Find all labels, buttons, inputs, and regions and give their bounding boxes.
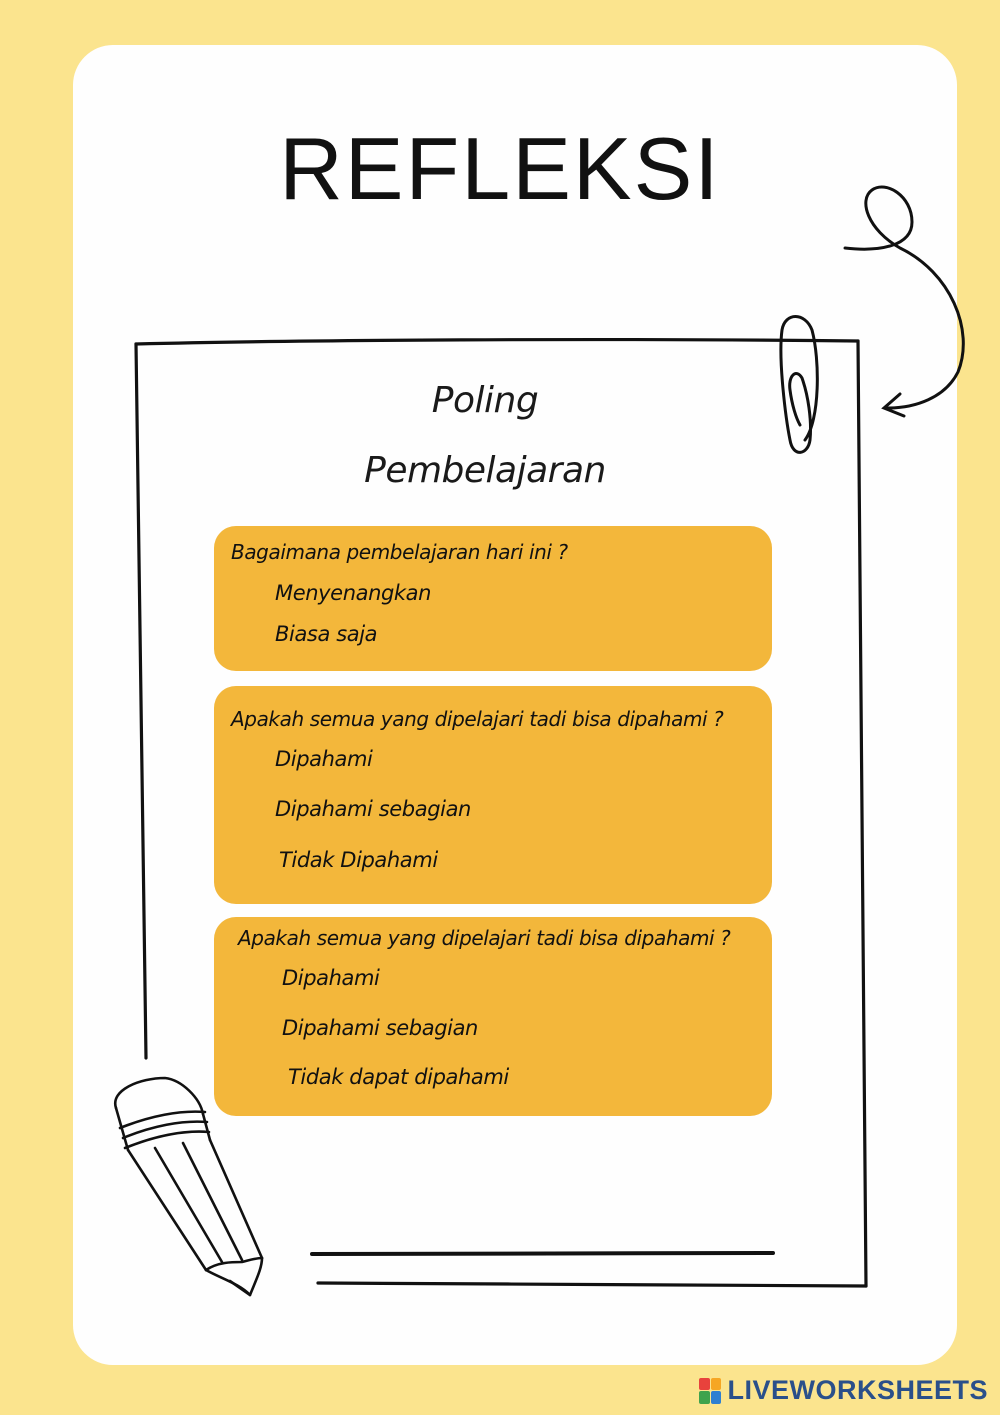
question-2-text: Apakah semua yang dipelajari tadi bisa dipahami ? xyxy=(231,707,724,731)
page-title: REFLEKSI xyxy=(279,119,721,218)
question-2-option-1[interactable]: Dipahami xyxy=(275,747,373,771)
question-3-option-3[interactable]: Tidak dapat dipahami xyxy=(288,1065,509,1089)
question-2-option-2[interactable]: Dipahami sebagian xyxy=(275,797,471,821)
question-2-option-3[interactable]: Tidak Dipahami xyxy=(279,848,438,872)
paperclip-icon xyxy=(781,317,817,453)
poll-heading-line1: Poling xyxy=(431,380,539,421)
question-3-option-1[interactable]: Dipahami xyxy=(282,966,380,990)
question-3-option-2[interactable]: Dipahami sebagian xyxy=(282,1016,478,1040)
question-3-text: Apakah semua yang dipelajari tadi bisa dipahami ? xyxy=(238,926,731,950)
question-1-option-1[interactable]: Menyenangkan xyxy=(275,581,432,605)
footer-branding xyxy=(699,1375,988,1406)
question-1-text: Bagaimana pembelajaran hari ini ? xyxy=(231,540,568,564)
poll-heading-line2: Pembelajaran xyxy=(364,450,606,491)
brand-name: LIVEWORKSHEETS xyxy=(727,1375,988,1405)
question-1-option-2[interactable]: Biasa saja xyxy=(275,622,378,646)
liveworksheets-logo-icon xyxy=(699,1378,721,1404)
curly-arrow-icon xyxy=(845,187,963,416)
